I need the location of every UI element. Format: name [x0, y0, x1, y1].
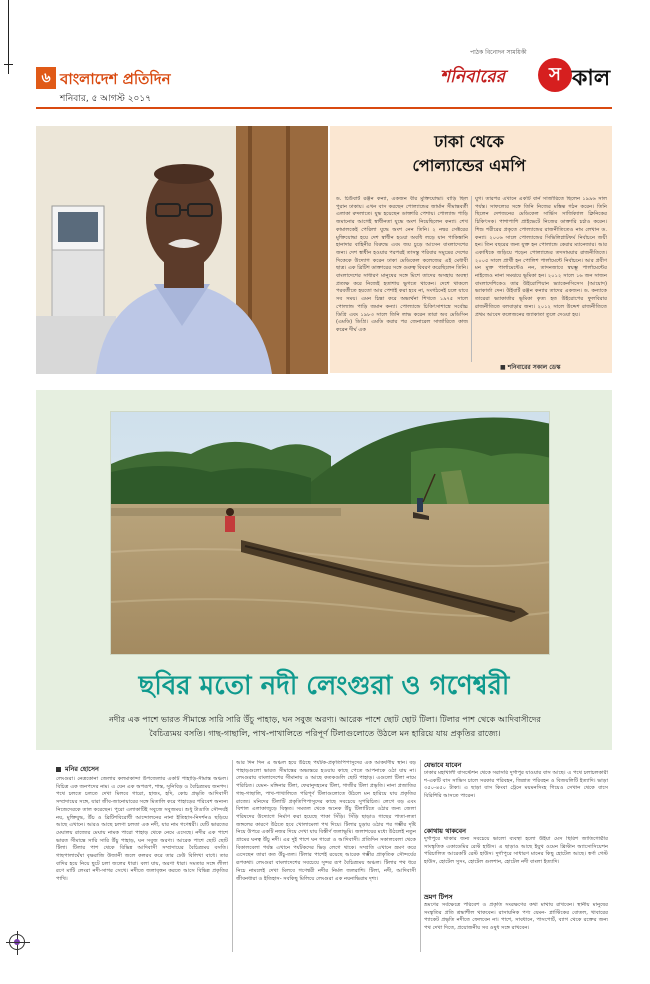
- masthead-tagline: পাঠক বিনোদন সাময়িকী: [470, 49, 527, 56]
- feature-column-2: আর দিন দিন এ অঞ্চল হয়ে উঠছে পর্যটক-প্রকৃতিপিপাসুদের এক আকর্ষণীয় স্থান। বড় পাহাড়গুলো ভারত সীমান্তের অভ্যন্তরে হওয়ায় কাছে পেতে আপনাকে ওঠা যায় না। লেংগুরায় বাংলাদেশের সীমানায় ও আছে কতকগুলি ছোট পাহাড়। এগুলো টিলা নামে পরিচিত। যেমন- মঙ্গিনার টিলা, ফেরানুদহনের টিলা, গাজীর টিলা প্রভৃতি। নানা প্রজাতির গাছ-গাছালি, পাখ-পাখালিতে পরিপূর্ণ টিলাগুলোতে উঠলে মন হারিয়ে যায় প্রকৃতির রাজ্যে। মনিদের টিলাটি প্রকৃতিপিপাসুদের কাছে সবচেয়ে সুপরিচিত। লেগে বড় এবং বিশাল এলাকাজুড়ে বিস্তৃত। সমতল থেকে অনেক উঁচু টিলাটিতে ওঠার জন্য জেলা পরিষদের উদ্যোগে নির্মাণ করা হয়েছে পাকা সিঁড়ি। সিঁড়ি ছাড়াও গাছের পাতা-লতা জঙ্গলের কারণে উঠতে হবে খোলামেলা পথ দিয়ে। টিলার চূড়ায় ওঠার পর গম্ভীর দৃষ্টি নিয়ে উপরে একটি নজর দিয়ে দেখা যায় বিস্তীর্ণ জলাভূমি। জলাশয়ের মধ্যে উঠলেই নতুন গ্রামের ঘনত্ব উঁচু নদী। এর দুই পাশে ঘন গারো ও আদিবাসী। প্রতিদিন সকালবেলা থেকে বিকালবেলা পর্যন্ত এখানে পর্যটকদের ভিড় লেগে থাকে। সম্প্রতি এখানে ভ্রমণ করে এসেছেন তারা কত উঁচু-তল। টিলার পাশেই রয়েছে আরেক গম্ভীর প্রাকৃতিক সৌন্দর্যের রূপকথা। লেংগুরা বাংলাদেশের সবচেয়ে সুন্দর রূপ বৈচিত্র্যময় অঞ্চল। টিলার পথ ধরে নিচে নামলেই দেখা মিলবে গণেশ্বরী নদীর নির্মল জলরাশি। টিলা, নদী, আদিবাসী জীবনধারা ও ইতিহাস- সবকিছু মিলিয়ে লেংগুরা এক নয়নাভিরাম দৃশ্য।: [236, 760, 416, 882]
- how-to-go-heading: যেভাবে যাবেন: [424, 761, 462, 769]
- feature-byline: মনির হোসেন: [56, 764, 99, 775]
- issue-date: শনিবার, ৫ আগস্ট ২০১৭: [60, 94, 152, 104]
- masthead-logo-right: কাল: [572, 66, 611, 91]
- portrait-illustration: [36, 126, 328, 374]
- feature-intro-line1: নদীর এক পাশে ভারত সীমান্তে সারি সারি উঁচু পাহাড়, ঘন সবুজ অরণ্য। আরেক পাশে ছোট ছোট টিলা। টিলার পাশ থেকে আদিবাসীদের: [109, 714, 541, 724]
- top-story-headline: [344, 130, 594, 178]
- top-story-column-1: ড. চিউবার্ট রঞ্জন কন্যা, একজন বীর মুক্তিযোদ্ধা। বাড়ি ছিল পুরান ঢাকায়। এখন বাস করছেন পোল্যান্ডের জার্মান সীমান্তবর্তী এলাকা রুদলাতে। যুদ্ধ হয়েছেন ডাক্তারি পেশায়। পোল্যান্ড পাড়ি জমানোর আগেই স্বাধীনতা যুদ্ধে অংশ নিয়েছিলেন কন্যা। শেখ কামালকেই পেরিলা যুদ্ধে অংশ নেন তিনি। ২ নম্বর সেক্টরের মুক্তিযোদ্ধা হয়ে দেশ স্বাধীন হওয়া অবধি লড়ে যান পাকিস্তানি হানাদার বাহিনীর বিরুদ্ধে এবং জয় চুড়ে আসেন বাংলাদেশের জন্য। দেশ স্বাধীন হওয়ার পরপরই তাসন্তু পরিবার সমুদ্রের দেশের দিকেকে উদ্যোগ করেন ঢাকা মেডিকেল কলেজের এই মেধাবী ছাত্র। এক ব্রিটিশ ডাক্তারের সঙ্গে গুরুত্ব বিবরণ করেছিলেন তিনি। বাংলাদেশের সাধারণ মানুষের সঙ্গে মিশে তাদের অসহায় অবস্থা প্রত্যক্ষ করে নিজেই হতাশায় ভুগতে থাকেন। দেশে থাকলে পরবর্তীতে হয়তো আর পেশাই করা হবে না, সংগঠনেই চলে যাবে সব সময়। এমন চিন্তা করে অভ্যর্থনা শিখতে ১৯৭৫ সালে পোল্যান্ড পাড়ি জমান কন্যা। পোল্যান্ডে চিকিৎসাশাস্ত্রে সর্বোচ্চ ডিগ্রি এবং ১৯৮৩ সালে তিনি লাভ করেন তারা অব মেডিসিন (এমডি) ডিগ্রি। এমডি করার পর জেনারেল সার্জারিতে কাজ করেন দীর্ঘ এক: [336, 196, 468, 333]
- river-photo: [110, 411, 550, 655]
- travel-tips-text: ভ্রমণের সর্বক্ষেত্রে পরিবেশ ও প্রকৃতি সংরক্ষণের কথা মাথায় রাখবেন। স্থানীয় মানুষের সংস্কৃতির প্রতি শ্রদ্ধাশীল থাকবেন। রাসায়নিক পণ্য যেমন- প্লাস্টিকের বোতল, খাবারের প্যাকেট প্রভৃতি নদীতে ফেলবেন না। পাশে, সাবধানে, পাসপোর্ট, ব্যাগ থেকে রক্তের জন্য পথ দেখা দিতে, প্রয়োজনীয় সব ওষুধ সঙ্গে রাখবেন।: [424, 902, 608, 932]
- top-story-headline-line2: পোল্যান্ডের এমপি: [412, 156, 526, 175]
- top-story-column-divider: [471, 196, 472, 362]
- feature-column-divider-1: [232, 760, 233, 952]
- portrait-photo: [36, 126, 328, 374]
- travel-tips-heading: ভ্রমণ টিপস: [424, 893, 453, 901]
- top-story-headline-line1: ঢাকা থেকে: [434, 132, 504, 151]
- feature-intro: [80, 712, 570, 740]
- top-story-column-2: যুগ। তারপর এখানে একটি বার্ন সার্জারিতে ছিলেন ১৯৯৬ সাল পর্যন্ত। সাফল্যের সঙ্গে তিনি নিজের মস্তিষ্ক গঠন করেন। তিনি ছিলেন দেশজনের মেডিকেল সার্ভিস সার্জিক্যাল ক্লিনিকের চিকিৎসক। পাশাপাশি প্রাইভেটে নিজের ডাক্তারি চর্চাও করেন। শিশু শরীরের প্রকৃতে পোল্যান্ডের রাজনীতিতেও নাম লেখান ড. কন্যা। ২০০৬ সালে পোল্যান্ডের সিভিলিপ্লাটফর্ম নির্বাচনে জয়ী হন। তিন বছরের জন্য যুক্ত হন পোলান্ডে কেরার ম্যানেজার। আর একাধিকে জড়িয়ে পড়েন পোল্যান্ডের তদসাময়ার রাজনীতিতে। ২০০৫ সালে প্রার্থী হন পোলিশ পার্লামেন্টে নির্বাচনে। আর প্রবীণ মন মুক্ত পার্লামেন্টেও নন, তাদনজাবে স্বয়ম্ভূ পার্লামেন্টের নাইজেও নানা সমঝয়ে ভূমিকা হন। ২০১২ সালে ১৬ জন সাজন বাংলাদেশিকেও তার উইরোপিয়ান ভ্যাকেনসিসেস (আয়োদ) ভ্যাকার্তা দেন। উইবার্ট রঞ্জন কন্যার তাদের একজন। ড. কন্যাকে তারেরা ভ্যাকার্তার ভূমিকা কৃত্য হত উইরোপের ফুলবিরার রাজনীতিতে বলবাড়ার জন্য। ২০১২ সালে উদ্দেশ রাজনীতিতে প্রথম আবেদ কলেজনের জ্যাকাতা তুলে দেওয়া হয়।: [475, 196, 607, 318]
- where-to-stay-text: দুর্গাপুরে থাকার জন্য সবচেয়ে ভালো ব্যবস্থা হলো উইয়া মেস ছিরিশ জাতিগোষ্ঠীর সাংস্কৃতিক একাডেমির রেস্ট হাউস। এ ছাড়াও আছে ইয়ুথ ওমেন খ্রিস্টান অ্যাসোসিয়েশন পরিচালিত আরেকটি রেস্ট হাউস। দুর্গাপুরে সাধারণ মানের কিছু হোটেল আছে। স্বর্ণা গেস্ট হাউস, হোটেল সুসং, হোটেল গুলশান, হোটেল নদী বাংলা ইত্যাদি।: [424, 836, 608, 866]
- masthead-logo-circle: স: [538, 58, 572, 92]
- crop-mark-top-arrow: [4, 64, 13, 65]
- crop-mark-top: [8, 0, 9, 74]
- feature-column-divider-2: [420, 760, 421, 952]
- feature-column-1: লেংগুরা। নেত্রকোনা জেলার কলমাকান্দা উপজেলার একটি পাহাড়ি-সীমান্ত অঞ্চল। বিচিত্র এক জনপদের নাম। এ যেন এক অপরূপ, শান্ত, সুনিবিড় ও বৈচিত্র্যময় জনপদ। পথে চলতে চলতে দেখা মিলবে গারো, হাজং, হদি, কোচ প্রভৃতি আদিবাসী সম্প্রদায়ের সঙ্গে, যারা জীব-জানোয়ারের সঙ্গে মিতালি করে পাহাড়ের পরিবেশ অন্যন্য নিজেদেরকে তাল করেছেন। পুরো এলাকাটিই সবুজে সবুজময়। শুধু টাঙাতি সৌন্দর্যই নয়, মুক্তিযুদ্ধ, উঁচ ও ব্রিটিশবিরোধী আন্দোলনের নানা ইতিহাস-নিদর্শনও ছড়িয়ে আছে এখানে। আরও আছে চলণা চলতা এক নদী, যার নাম গণেশ্বরী। যেটি ভারতের মেঘালয় রাজ্যের মেঘায় নামক পারো পাহাড় থেকে নেমে এসেছে। নদীর এক পাশে ভারত সীমান্তে সারি সারি উঁচু পাহাড়, ঘন সবুজ অরণ্য। আরেক পাশে ছোট ছোট টিলা। টিলার পাশ থেকে বিভিন্ন আদিবাসী সম্প্রদায়ের বৈচিত্র্যময় বসতি। গাছপালাঘেঁষা বৃক্ষরাজি উজানী জলে কলরব করে তার ঢেউ বিলিখা বাধে। তার বাদির হয়ে নিয়ে ছুটে চলা জলের ধারা। বলা যায়, অরণা ধারা। সমতার সঙ্গে লীলা রণে মাটি লেংরা নদী-সাগর সেখে। নদীতে জলাবৃত্তন করতে আসে বিভিন্ন প্রকৃতির পাখি।: [56, 776, 228, 883]
- where-to-stay-heading: কোথায় থাকবেন: [424, 827, 467, 835]
- river-illustration: [111, 412, 550, 655]
- masthead-logo-left: শনিবারের: [440, 67, 505, 87]
- section-name: বাংলাদেশ প্রতিদিন: [60, 70, 171, 88]
- page-number: ৬: [36, 67, 56, 89]
- feature-headline: ছবির মতো নদী লেংগুরা ও গণেশ্বরী: [138, 671, 510, 701]
- how-to-go-text: ঢাকার মহাখালী বাসস্টেশন থেকে সরাসরি দুর্গাপুর যাওয়ার বাস আছে। এ পথে চলাচলকারী শ-একটি বাস সাভিস চালে সরকার পরিবহন, জিন্নাত পরিবহন ও বিজয়লিটি ইত্যাদি। ভাড়া ৩৫০-৪৫০ টাকা। এ ছাড়া বাস কিংবা ট্রেনে ময়মনসিংহ গিয়েও সেখান থেকে বাসে বিরিশিরি আসতে পারেন।: [424, 770, 608, 800]
- top-story-credit: ■ শনিবারের সকাল ডেস্ক: [500, 364, 561, 371]
- registration-mark-left: [9, 934, 25, 950]
- feature-intro-line2: বৈচিত্র্যময় বসতি। গাছ-গাছালি, পাখ-পাখালিতে পরিপূর্ণ টিলাগুলোতে উঠলে মন হারিয়ে যায় প্রকৃতির রাজ্যে।: [149, 728, 501, 738]
- header-rule: [36, 107, 612, 109]
